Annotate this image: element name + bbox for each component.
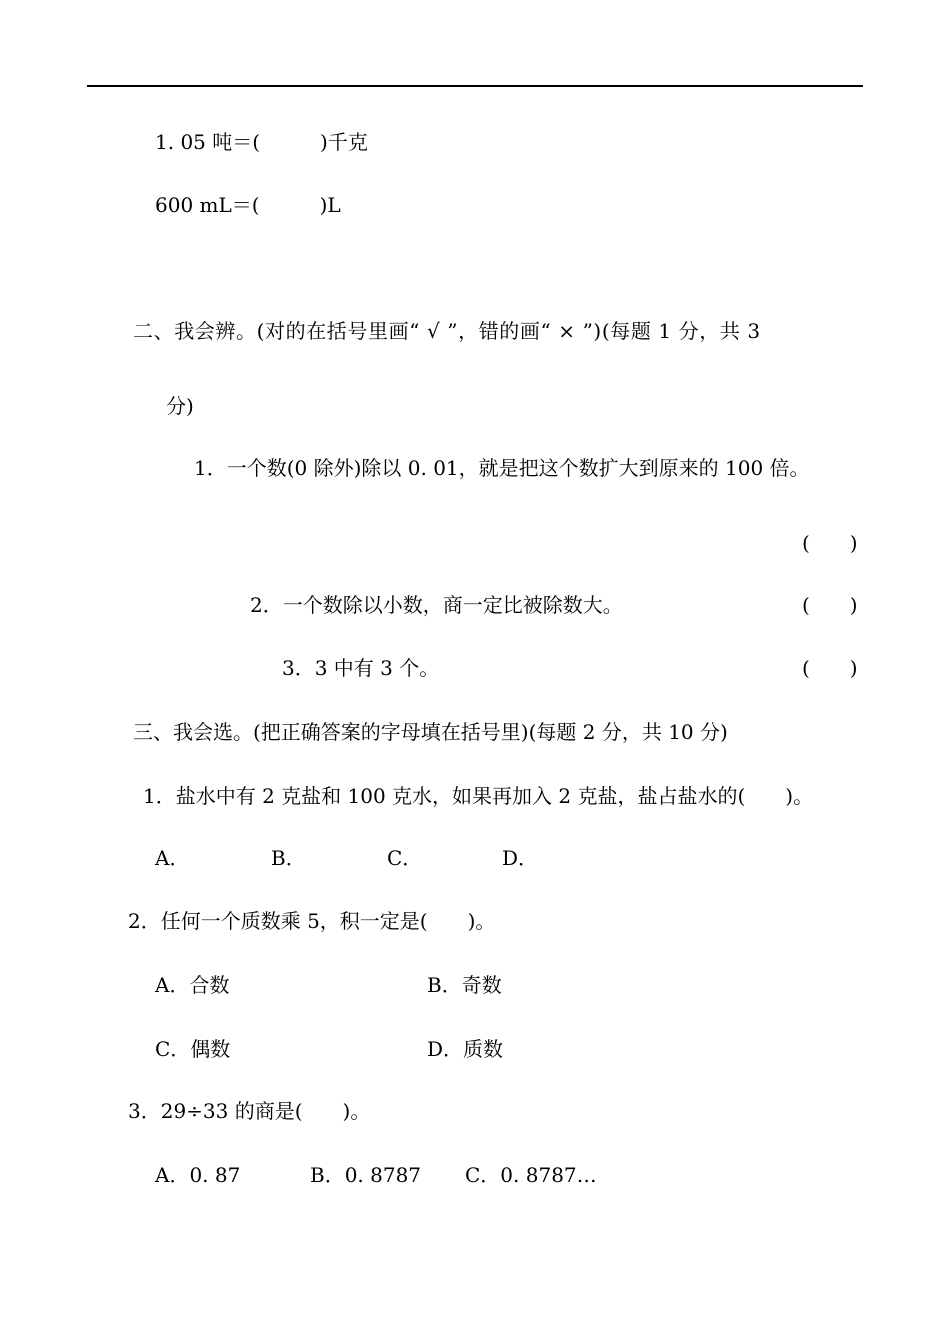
section-2-heading: 二、我会辨。(对的在括号里画“ √ ”，错的画“ × ”)(每题 1 分，共 3: [133, 319, 761, 343]
section-2-heading-continued: 分): [166, 394, 194, 418]
choice-q2-option-c[interactable]: C．偶数: [155, 1037, 231, 1061]
choice-question-2-stem: 2．任何一个质数乘 5，积一定是( )。: [128, 909, 496, 933]
choice-q3-option-c[interactable]: C．0. 8787…: [465, 1163, 597, 1187]
judge-item-3-answer-paren[interactable]: ( ): [802, 656, 858, 680]
question-volume-conversion: 600 mL＝( )L: [155, 193, 341, 217]
choice-q1-option-d[interactable]: D．: [502, 846, 539, 870]
choice-q1-option-b[interactable]: B．: [271, 846, 306, 870]
judge-item-1-text: 1．一个数(0 除外)除以 0. 01，就是把这个数扩大到原来的 100 倍。: [194, 456, 810, 480]
section-3-heading: 三、我会选。(把正确答案的字母填在括号里)(每题 2 分，共 10 分): [133, 720, 728, 744]
header-rule: [87, 85, 863, 87]
choice-question-1-stem: 1．盐水中有 2 克盐和 100 克水，如果再加入 2 克盐，盐占盐水的( )。: [143, 784, 814, 808]
judge-item-3-text: 3．3 中有 3 个。: [282, 656, 440, 680]
choice-q3-option-b[interactable]: B．0. 8787: [310, 1163, 422, 1187]
judge-item-1-answer-paren[interactable]: ( ): [802, 531, 858, 555]
choice-q3-option-a[interactable]: A．0. 87: [155, 1163, 241, 1187]
choice-q1-option-a[interactable]: A．: [155, 846, 190, 870]
choice-q2-option-a[interactable]: A．合数: [155, 973, 230, 997]
judge-item-2-text: 2．一个数除以小数，商一定比被除数大。: [250, 593, 623, 617]
choice-question-3-stem: 3．29÷33 的商是( )。: [128, 1099, 371, 1123]
choice-q2-option-d[interactable]: D．质数: [427, 1037, 504, 1061]
choice-q1-option-c[interactable]: C．: [387, 846, 423, 870]
question-weight-conversion: 1. 05 吨＝( )千克: [155, 130, 368, 154]
judge-item-2-answer-paren[interactable]: ( ): [802, 593, 858, 617]
choice-q2-option-b[interactable]: B．奇数: [427, 973, 502, 997]
